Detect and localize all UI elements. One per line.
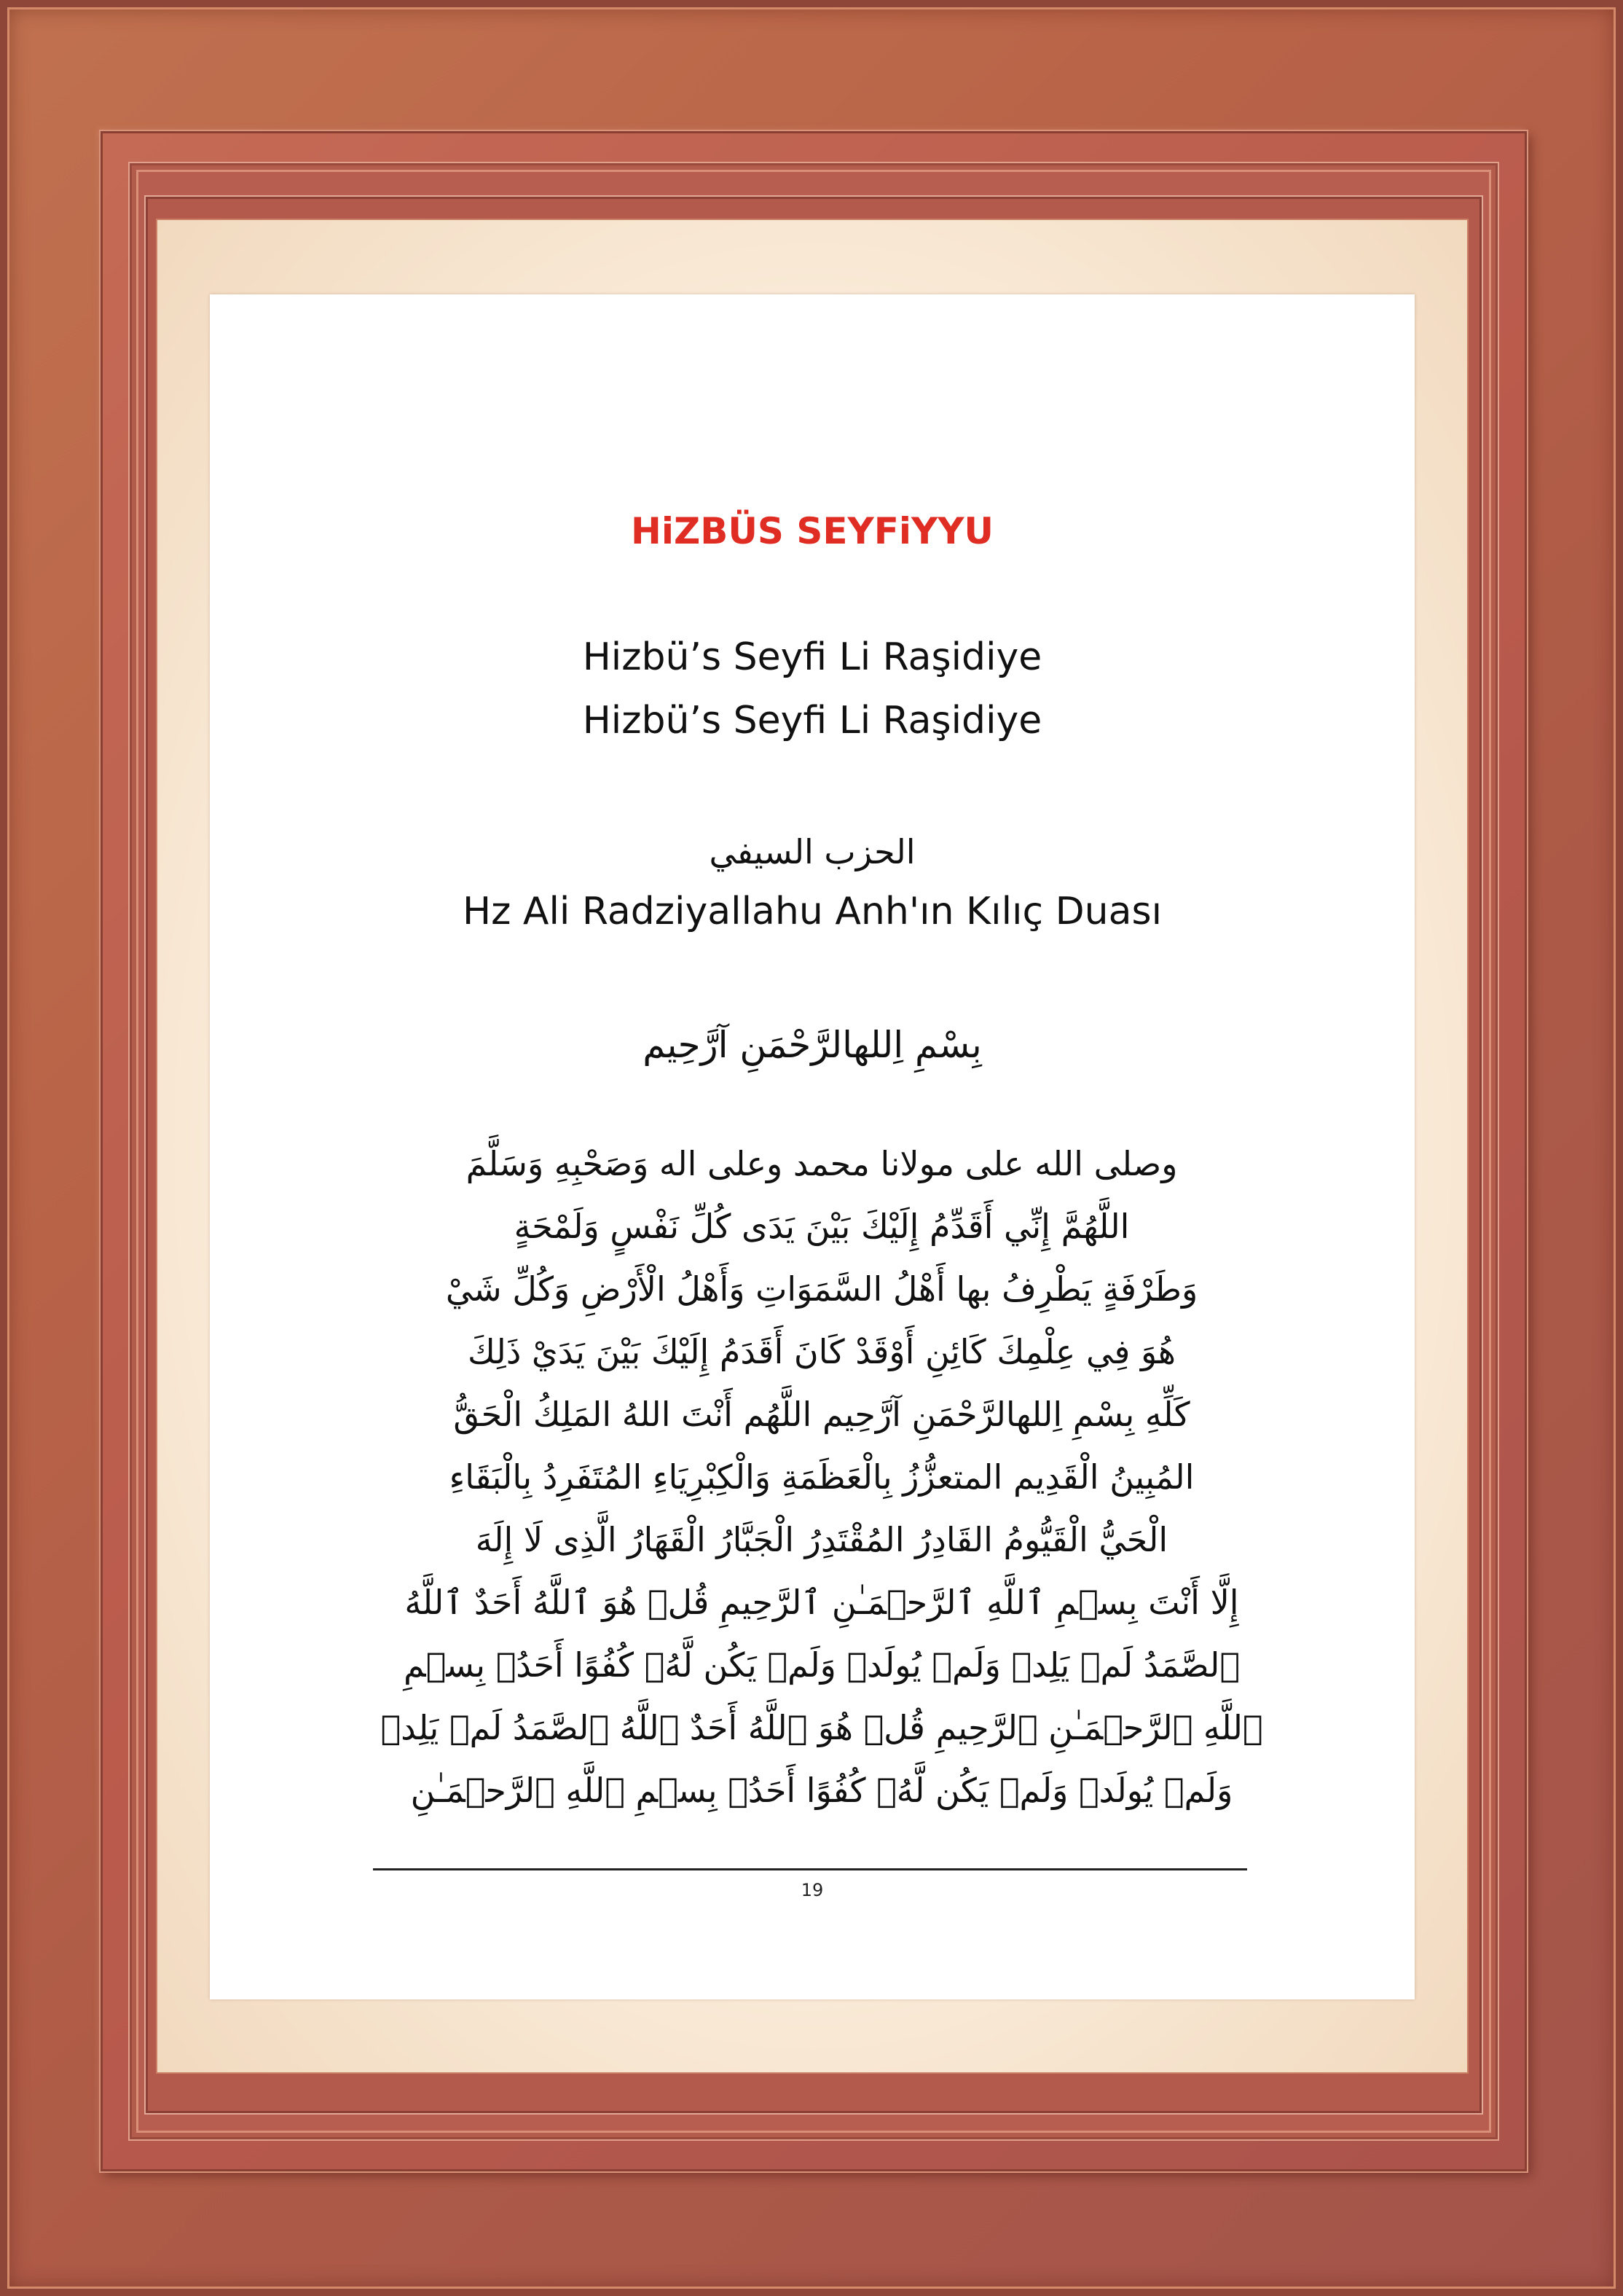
page-number: 19 xyxy=(801,1880,824,1900)
prayer-line: المُبِينُ الْقَدِيم المتعزُّزُ بِالْعَظَمَةِ وَالْكِبْرِيَاءِ المُتَفَرِدُ بِالْبَقَاءِ xyxy=(449,1457,1195,1497)
prayer-line: إِلَّا أَنْتَ بِسۡمِ ٱللَّهِ ٱلرَّحۡمَـٰنِ ٱلرَّحِيمِ قُلۡ هُوَ ٱللَّهُ أَحَدٌ ٱللَّهُ xyxy=(404,1583,1239,1622)
arabic-heading: الحزب السيفي xyxy=(709,832,916,871)
subtitle-line-1: Hizbü’s Seyfi Li Raşidiye xyxy=(582,635,1042,679)
prayer-line: وصلى الله على مولانا محمد وعلى اله وَصَحْبِهِ وَسَلَّمَ xyxy=(465,1144,1178,1183)
prayer-body xyxy=(370,1132,1273,1822)
basmala-line: بِسْمِ اِللهالرَّحْمَنِ آرَّحِيم xyxy=(642,1024,982,1066)
prayer-line: هُوَ فِي عِلْمِكَ كَائِنِ أَوْقَدْ كَانَ أَقَدَمُ إِلَيْكَ بَيْنَ يَدَيْ ذَلِكَ xyxy=(468,1332,1176,1371)
prayer-line: اللَّهُمَّ إِنِّي أَقَدِّمُ إِلَيْكَ بَيْنَ يَدَى كُلِّ نَفْسٍ وَلَمْحَةٍ xyxy=(514,1207,1130,1246)
prayer-line: الْحَيُّ الْقَيُّومُ القَادِرُ المُقْتَدِرُ الْجَبَّارُ الْقَهَارُ الَّذِى لَا إِلَهَ xyxy=(475,1520,1168,1559)
prayer-line: كَلِّهِ بِسْمِ اِللهالرَّحْمَنِ آرَّحِيم اللَّهُم أَنْتَ اللهُ المَلِكُ الْحَقُّ xyxy=(453,1395,1190,1434)
page-title: HiZBÜS SEYFiYYU xyxy=(630,510,994,552)
footer-divider xyxy=(373,1868,1247,1870)
subtitle-line-2: Hizbü’s Seyfi Li Raşidiye xyxy=(582,699,1042,743)
prayer-line: وَطَرْفَةٍ يَطْرِفُ بها أَهْلُ السَّمَوَاتِ وَأَهْلُ الْأَرْضِ وَكُلِّ شَيْ xyxy=(445,1269,1198,1309)
prayer-line: وَلَمۡ يُولَدۡ وَلَمۡ يَكُن لَّهُۥ كُفُوًا أَحَدُۢ بِسۡمِ ٱللَّهِ ٱلرَّحۡمَـٰنِ xyxy=(410,1771,1233,1810)
prayer-subtitle: Hz Ali Radziyallahu Anh'ın Kılıç Duası xyxy=(462,890,1163,933)
document-page xyxy=(210,294,1415,1999)
prayer-line: ٱلصَّمَدُ لَمۡ يَلِدۡ وَلَمۡ يُولَدۡ وَلَمۡ يَكُن لَّهُۥ كُفُوًا أَحَدُۢ بِسۡمِ xyxy=(404,1645,1240,1685)
prayer-line: ٱللَّهِ ٱلرَّحۡمَـٰنِ ٱلرَّحِيمِ قُلۡ هُوَ ٱللَّهُ أَحَدٌ ٱللَّهُ ٱلصَّمَدُ لَمۡ يَلِدۡ xyxy=(380,1708,1263,1747)
